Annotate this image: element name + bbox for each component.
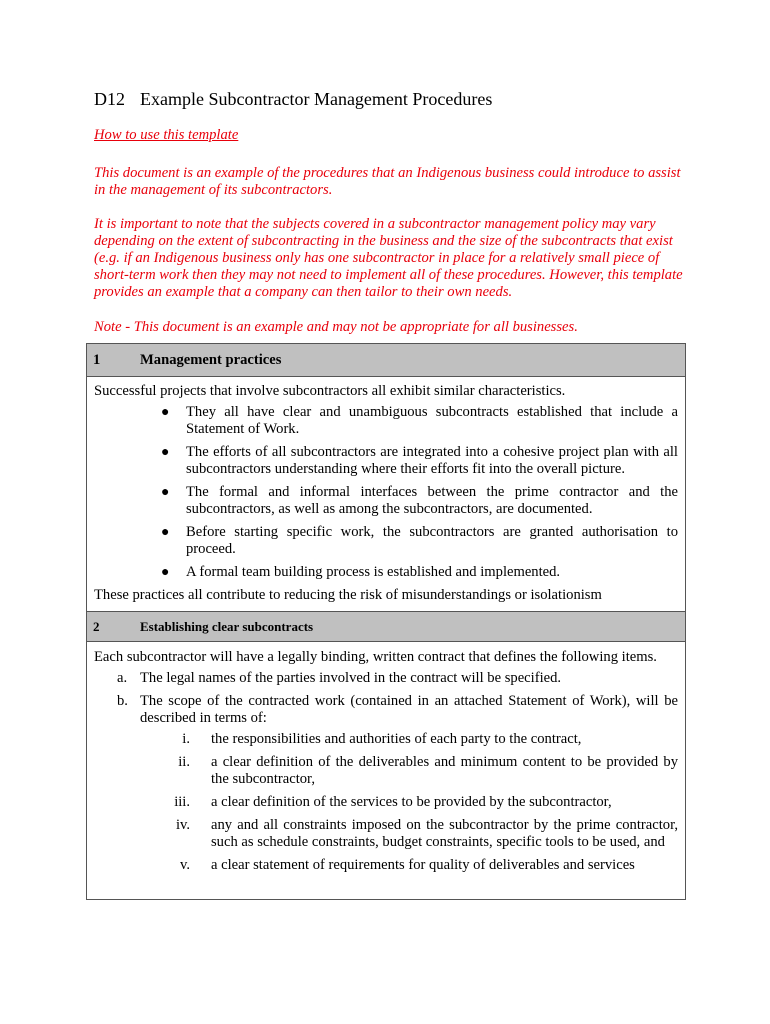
section-1-lead: Successful projects that involve subcontractors all exhibit similar characteristics. xyxy=(94,383,566,399)
bullet-icon: ● xyxy=(161,485,170,500)
section-1-closing: These practices all contribute to reducing the risk of misunderstandings or isolationism xyxy=(94,587,602,603)
intro-paragraph-1: This document is an example of the procedures that an Indigenous business could introduce to assist in the management of its subcontractors. xyxy=(94,165,681,198)
section-2-subitem-list xyxy=(140,731,678,874)
list-item: ● They all have clear and unambiguous subcontracts established that include a Statement of Work. xyxy=(161,404,678,437)
list-item: ii. a clear definition of the deliverables and minimum content to be provided by the subcontractor, xyxy=(178,754,678,787)
list-item: ● The efforts of all subcontractors are integrated into a cohesive project plan with all subcontractors understanding where their efforts fit into the overall picture. xyxy=(161,444,678,477)
list-item: i. the responsibilities and authorities of each party to the contract, xyxy=(182,731,582,747)
list-item: ● The formal and informal interfaces between the prime contractor and the subcontractors, as well as among the subcontractors, are documented. xyxy=(161,484,678,517)
bullet-icon: ● xyxy=(161,445,170,460)
section-2-item-list xyxy=(94,670,678,874)
section-2-lead: Each subcontractor will have a legally binding, written contract that defines the following items. xyxy=(94,649,657,665)
bullet-icon: ● xyxy=(161,525,170,540)
list-item: ● Before starting specific work, the subcontractors are granted authorisation to proceed. xyxy=(161,524,678,557)
intro-paragraph-2: It is important to note that the subjects covered in a subcontractor management policy may vary depending on the extent of subcontracting in the business and the size of the subcontracts that exist (e.g. if an Indigenous business only has one subcontractor in place for a relatively small piece of short-term work then they may not need to implement all of these procedures. However, this template provides an example that a company can then tailor to their own needs. xyxy=(94,216,683,300)
document-title xyxy=(94,88,492,110)
list-item: a. The legal names of the parties involved in the contract will be specified. xyxy=(117,670,562,686)
section-2-header xyxy=(87,612,686,642)
section-1-heading: Management practices xyxy=(140,351,282,368)
section-1-bullet-list xyxy=(94,404,678,581)
list-item: v. a clear statement of requirements for quality of deliverables and services xyxy=(180,857,635,873)
how-to-use-heading: How to use this template xyxy=(94,127,239,143)
section-2-number: 2 xyxy=(93,619,100,634)
disclaimer-note: Note - This document is an example and may not be appropriate for all businesses. xyxy=(94,319,578,335)
list-item: ● A formal team building process is established and implemented. xyxy=(161,564,561,580)
section-1-body xyxy=(87,377,686,612)
procedures-table xyxy=(86,343,686,900)
bullet-icon: ● xyxy=(161,565,170,580)
document-title-text: Example Subcontractor Management Procedures xyxy=(140,89,493,109)
document-number: D12 xyxy=(94,89,125,109)
section-2-heading: Establishing clear subcontracts xyxy=(140,619,314,634)
list-item: iv. any and all constraints imposed on the subcontractor by the prime contractor, such as schedule constraints, budget constraints, specific tools to be used, and xyxy=(175,817,678,850)
bullet-icon: ● xyxy=(161,405,170,420)
section-1-header xyxy=(87,344,686,377)
list-item: b. The scope of the contracted work (contained in an attached Statement of Work), will be described in terms of: i. the responsibilities and authorities of each party to the contract, ii. a clear definition of the deliverables and minimum content to be provided by the subcontractor, iii. a clear definition of the services to be provided by the subcontractor, iv. any and all constraints imposed on the subcontractor by the prime contractor, such as schedule constraints, budget constraints, specific tools to be used, and v. a clear statement of requirements for quality of deliverables and services xyxy=(94,693,678,874)
list-item: iii. a clear definition of the services to be provided by the subcontractor, xyxy=(174,794,612,810)
section-2-body xyxy=(87,642,686,900)
section-1-number: 1 xyxy=(93,351,101,368)
